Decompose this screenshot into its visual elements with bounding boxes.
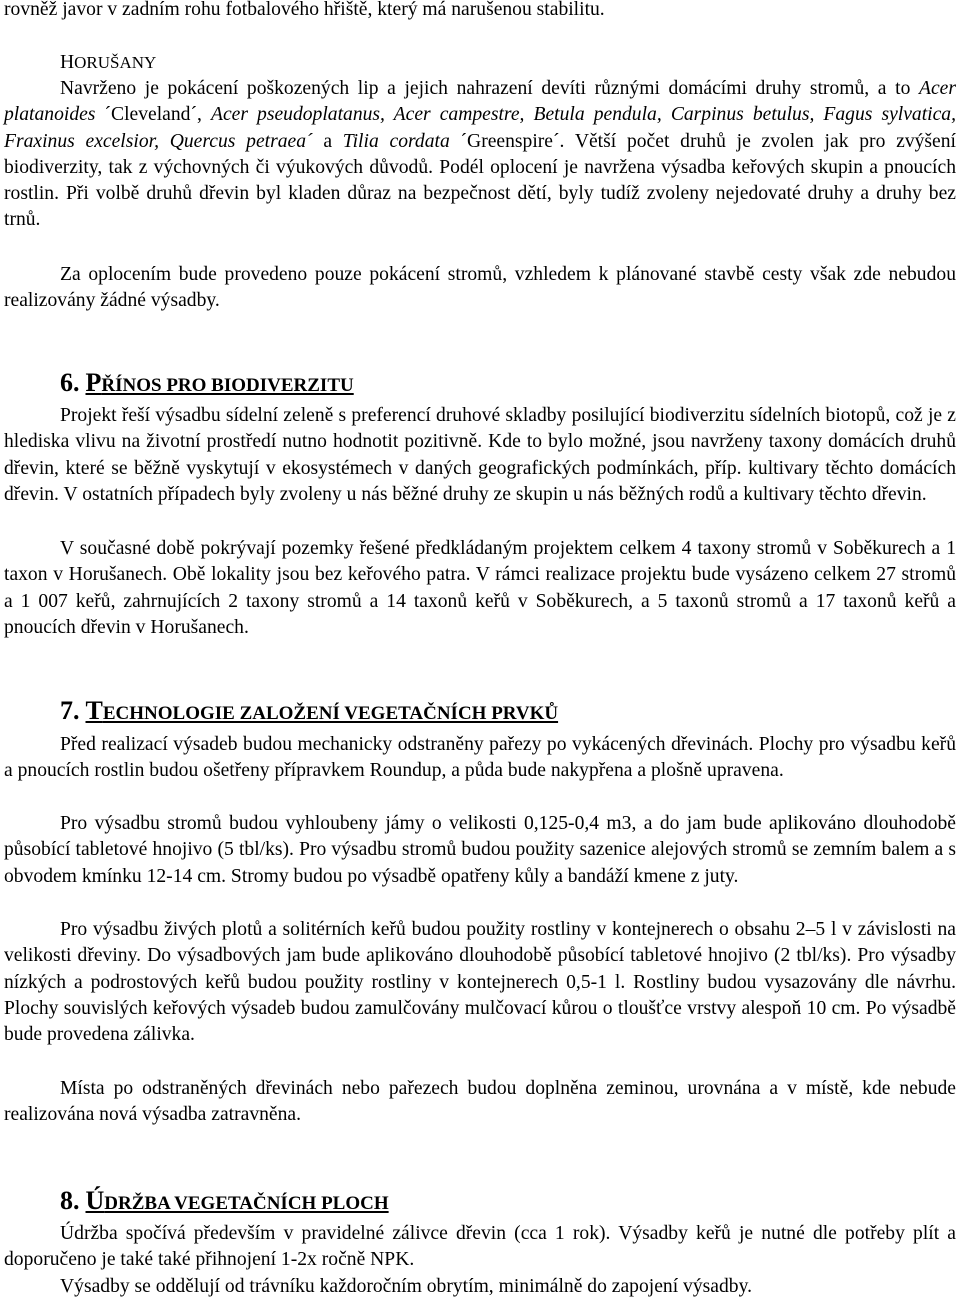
section-8-paragraph-2: Výsadby se oddělují od trávníku každoročním obrytím, minimálně do zapojení výsadby.: [60, 1276, 752, 1297]
section-6-paragraph-1: Projekt řeší výsadbu sídelní zeleně s preferencí druhové skladby posilující biodiverzitu sídelních biotopů, což je z hlediska vlivu na životní prostředí nutno hodnotit pozitivně. Kde to bylo možné, jsou navrženy taxony domácích druhů dřevin, které se běžně vyskytují v ekosystémech v daných geografických podmínkách, příp. kultivary těchto domácích dřevin. V ostatních případech byly zvoleny u nás běžné druhy ze skupin u nás běžných rodů a kultivary těchto dřevin.: [4, 405, 956, 505]
section-6-heading: 6. PŘÍNOS PRO BIODIVERZITU: [60, 368, 354, 397]
continued-text-line: rovněž javor v zadním rohu fotbalového hřiště, který má narušenou stabilitu.: [4, 0, 605, 20]
section-8-paragraph-1: Údržba spočívá především v pravidelné zálivce dřevin (cca 1 rok). Výsadby keřů je nutné dle potřeby plít a doporučeno je také také přihnojení 1-2x ročně NPK.: [4, 1223, 956, 1271]
horusany-paragraph-2: Za oplocením bude provedeno pouze pokácení stromů, vzhledem k plánované stavbě cesty však zde nebudou realizovány žádné výsadby.: [4, 264, 956, 312]
section-7-paragraph-4: Místa po odstraněných dřevinách nebo pařezech budou doplněna zeminou, urovnána a v místě, kde nebude realizována nová výsadba zatravněna.: [4, 1078, 956, 1126]
section-7-heading: 7. TECHNOLOGIE ZALOŽENÍ VEGETAČNÍCH PRVKŮ: [60, 696, 559, 725]
horusany-paragraph-1: Navrženo je pokácení poškozených lip a jejich nahrazení devíti různými domácími druhy stromů, a to Acer platanoides ´Cleveland´, Acer pseudoplatanus, Acer campestre, Betula pendula, Carpinus betulus, Fagus sylvatica, Fraxinus excelsior, Quercus petraea´ a Tilia cordata ´Greenspire´. Větší počet druhů je zvolen jak pro zvýšení biodiverzity, tak z výchovných či výukových důvodů. Podél oplocení je navržena výsadba keřových skupin a pnoucích rostlin. Při volbě druhů dřevin byl kladen důraz na bezpečnost dětí, byly tudíž zvoleny nejedovaté druhy a druhy bez trnů.: [4, 78, 957, 231]
section-8-heading: 8. ÚDRŽBA VEGETAČNÍCH PLOCH: [60, 1186, 389, 1215]
section-7-paragraph-2: Pro výsadbu stromů budou vyhloubeny jámy o velikosti 0,125-0,4 m3, a do jam bude aplikováno dlouhodobě působící tabletové hnojivo (5 tbl/ks). Pro výsadbu stromů budou použity sazenice alejových stromů se zemním balem a s obvodem kmínku 12-14 cm. Stromy budou po výsadbě opatřeny kůly a bandáží kmene z juty.: [4, 813, 956, 887]
section-7-paragraph-1: Před realizací výsadeb budou mechanicky odstraněny pařezy po vykácených dřevinách. Plochy pro výsadbu keřů a pnoucích rostlin budou ošetřeny přípravkem Roundup, a půda bude nakypřena a plošně upravena.: [4, 734, 956, 782]
subheading-horusany: HORUŠANY: [60, 52, 157, 73]
section-6-paragraph-2: V současné době pokrývají pozemky řešené předkládaným projektem celkem 4 taxony stromů v Soběkurech a 1 taxon v Horušanech. Obě lokality jsou bez keřového patra. V rámci realizace projektu bude vysázeno celkem 27 stromů a 1 007 keřů, zahrnujících 2 taxony stromů a 14 taxonů keřů v Soběkurech, a 5 taxonů stromů a 17 taxonů keřů a pnoucích dřevin v Horušanech.: [4, 538, 956, 638]
section-7-paragraph-3: Pro výsadbu živých plotů a solitérních keřů budou použity rostliny v kontejnerech o obsahu 2–5 l v závislosti na velikosti dřeviny. Do výsadbových jam bude aplikováno dlouhodobě působící tabletové hnojivo (2 tbl/ks). Pro výsadby nízkých a podrostových keřů budou použity rostliny v kontejnerech 0,5-1 l. Rostliny budou vysazovány dle návrhu. Plochy souvislých keřových výsadeb budou zamulčovány mulčovací kůrou o tloušťce vrstvy alespoň 10 cm. Po výsadbě bude provedena zálivka.: [4, 919, 956, 1046]
